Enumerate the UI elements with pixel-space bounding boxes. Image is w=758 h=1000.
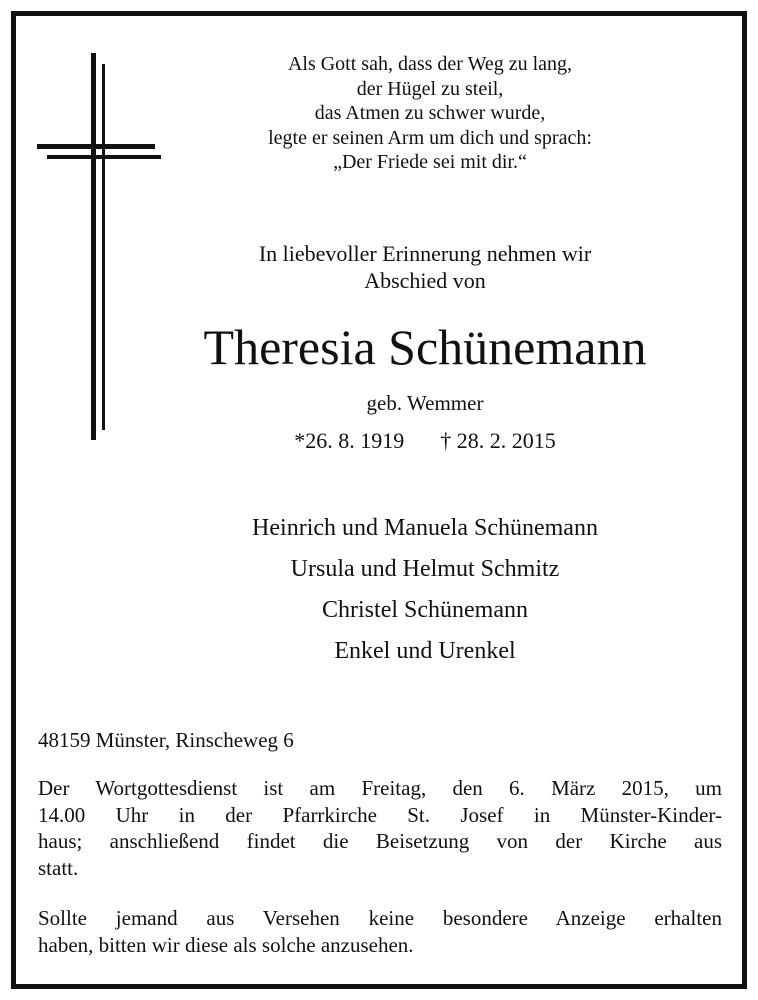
verse-line: „Der Friede sei mit dir.“ bbox=[333, 151, 527, 173]
cross-horizontal-bar-lower bbox=[47, 155, 161, 159]
service-notice-line: 14.00 Uhr in der Pfarrkirche St. Josef in Münster-Kinder- bbox=[38, 802, 722, 827]
mourner: Ursula und Helmut Schmitz bbox=[290, 556, 560, 582]
mourners-list bbox=[150, 508, 700, 672]
verse-line: Als Gott sah, dass der Weg zu lang, bbox=[287, 53, 573, 75]
mourner: Christel Schünemann bbox=[322, 597, 528, 623]
cross-vertical-bar-outer bbox=[91, 53, 96, 440]
service-notice-line: Der Wortgottesdienst ist am Freitag, den 6. März 2015, um bbox=[38, 776, 722, 800]
mourner: Heinrich und Manuela Schünemann bbox=[252, 515, 598, 541]
service-notice-line: haus; anschließend findet die Beisetzung von der Kirche aus bbox=[38, 829, 722, 853]
mourner: Enkel und Urenkel bbox=[334, 638, 516, 664]
verse bbox=[200, 52, 660, 175]
cross-vertical-bar-inner bbox=[102, 64, 105, 430]
death-date: † 28. 2. 2015 bbox=[440, 428, 556, 453]
farewell-intro bbox=[150, 240, 700, 294]
address: 48159 Münster, Rinscheweg 6 bbox=[38, 728, 294, 752]
service-notice bbox=[38, 775, 722, 881]
maiden-name: geb. Wemmer bbox=[366, 391, 484, 415]
cross-horizontal-bar-upper bbox=[37, 144, 155, 149]
intro-line: Abschied von bbox=[364, 268, 486, 293]
closing-notice bbox=[38, 905, 722, 958]
service-notice-line: statt. bbox=[38, 855, 79, 880]
deceased-name: Theresia Schünemann bbox=[203, 319, 647, 375]
closing-notice-line: Sollte jemand aus Versehen keine besondere Anzeige erhalten bbox=[38, 906, 722, 930]
verse-line: das Atmen zu schwer wurde, bbox=[314, 102, 546, 124]
verse-line: der Hügel zu steil, bbox=[356, 77, 504, 100]
intro-line: In liebevoller Erinnerung nehmen wir bbox=[258, 241, 592, 266]
birth-date: *26. 8. 1919 bbox=[294, 428, 405, 453]
closing-notice-line: haben, bitten wir diese als solche anzusehen. bbox=[38, 932, 414, 957]
verse-line: legte er seinen Arm um dich und sprach: bbox=[268, 126, 592, 149]
life-dates bbox=[200, 427, 650, 455]
